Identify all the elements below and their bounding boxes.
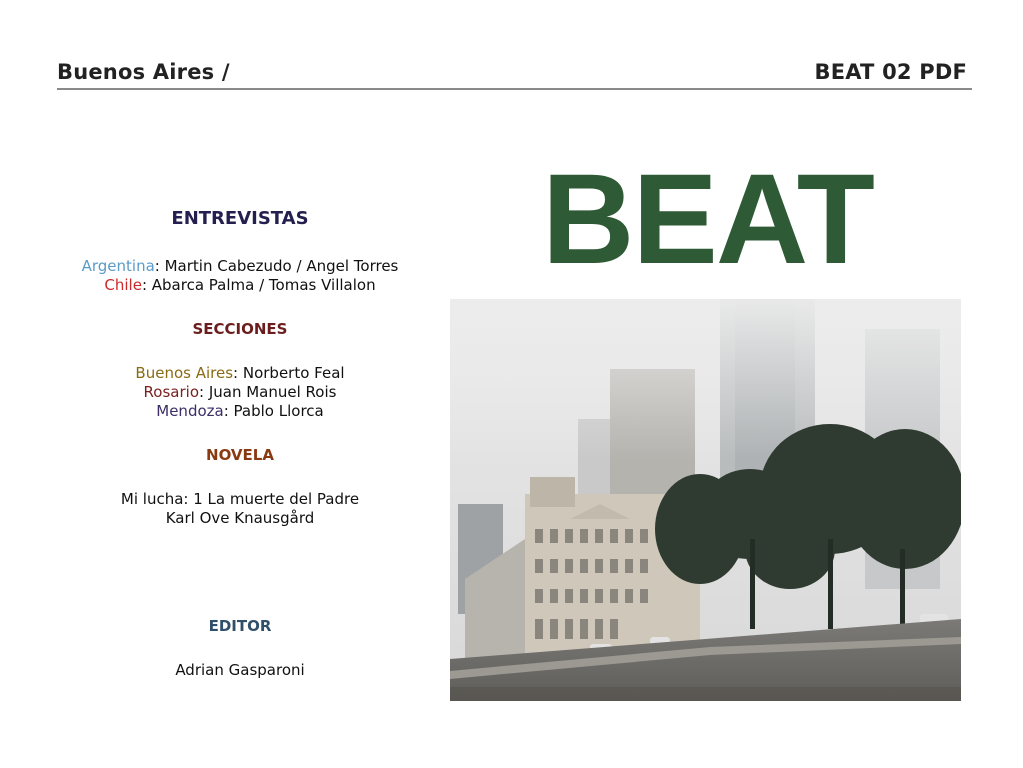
entrevistas-section	[60, 208, 420, 229]
names-label: : Martin Cabezudo / Angel Torres	[154, 257, 399, 275]
entrevistas-title: ENTREVISTAS	[171, 208, 309, 229]
novela-section	[60, 446, 420, 464]
novela-author: Karl Ove Knausgård	[165, 509, 315, 527]
editor-name: Adrian Gasparoni	[175, 661, 305, 679]
secciones-list	[60, 364, 420, 421]
entrevista-argentina	[60, 257, 420, 276]
seccion-mendoza	[60, 402, 420, 421]
place-label: Buenos Aires	[135, 364, 234, 382]
header-city: Buenos Aires /	[57, 60, 230, 84]
place-label: Argentina	[81, 257, 155, 275]
beat-logo: BEAT	[542, 148, 873, 291]
header-issue: BEAT 02 PDF	[814, 60, 967, 84]
cover-photo	[450, 299, 961, 701]
editor-section	[60, 617, 420, 635]
names-label: : Abarca Palma / Tomas Villalon	[141, 276, 376, 294]
names-label: : Pablo Llorca	[223, 402, 324, 420]
secciones-section	[60, 320, 420, 338]
novela-title: NOVELA	[206, 446, 274, 464]
seccion-buenos-aires	[60, 364, 420, 383]
seccion-rosario	[60, 383, 420, 402]
secciones-title: SECCIONES	[192, 320, 288, 338]
place-label: Mendoza	[156, 402, 224, 420]
novela-book: Mi lucha: 1 La muerte del Padre	[120, 490, 360, 508]
place-label: Rosario	[143, 383, 199, 401]
entrevista-chile	[60, 276, 420, 295]
city-skyline-image	[450, 299, 961, 701]
names-label: : Norberto Feal	[233, 364, 345, 382]
novela-details	[60, 490, 420, 528]
editor-details	[60, 661, 420, 680]
names-label: : Juan Manuel Rois	[199, 383, 337, 401]
entrevistas-list	[60, 257, 420, 295]
editor-title: EDITOR	[208, 617, 272, 635]
page-header	[57, 58, 972, 90]
place-label: Chile	[104, 276, 142, 294]
